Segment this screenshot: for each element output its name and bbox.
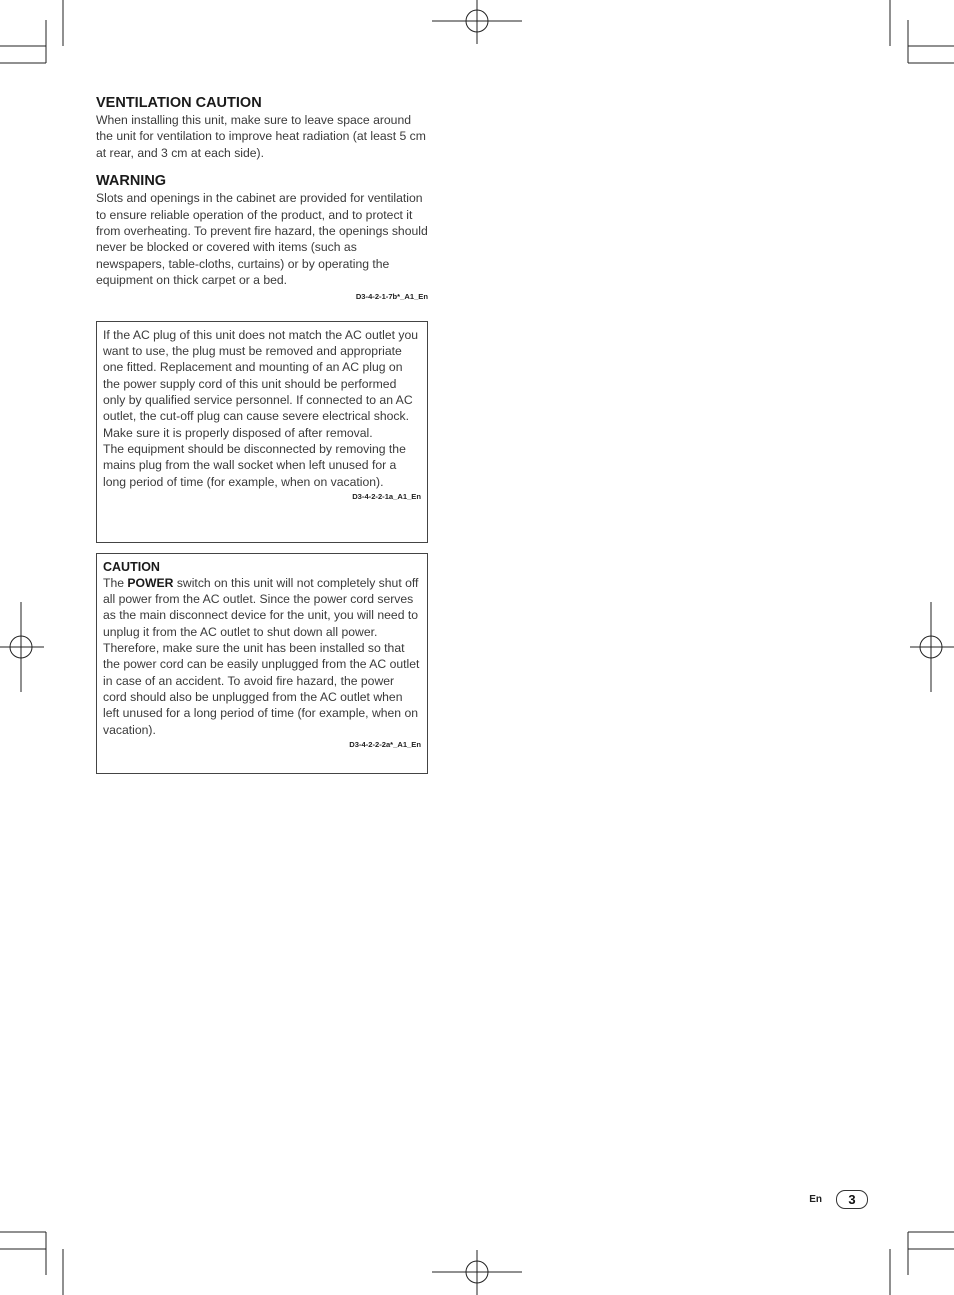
caution-text-suffix: switch on this unit will not completely shut off all power from the AC outlet. Since the power cord serves as the main disconnect device for the unit, you will need to unplug it from the AC outlet to shut down all power. Therefore, make sure the unit has been installed so that the power cord can be easily unplugged from the AC outlet in case of an accident. To avoid fire hazard, the power cord should also be unplugged from the AC outlet when left unused for a long period of time (for example, when on vacation). bbox=[103, 575, 420, 737]
caution-text-prefix: The bbox=[103, 575, 128, 590]
ac-plug-code: D3-4-2-2-1a_A1_En bbox=[352, 492, 421, 502]
mains-plug-text: The equipment should be disconnected by removing the mains plug from the wall socket when left unused for a long period of time (for example, when on vacation). bbox=[103, 442, 406, 489]
ventilation-caution-heading: VENTILATION CAUTION bbox=[96, 95, 262, 111]
caution-code: D3-4-2-2-2a*_A1_En bbox=[349, 740, 421, 750]
caution-heading: CAUTION bbox=[103, 559, 160, 574]
ventilation-caution-section bbox=[96, 94, 428, 161]
language-label: En bbox=[809, 1193, 822, 1205]
warning-text: Slots and openings in the cabinet are provided for ventilation to ensure reliable operation of the product, and to protect it from overheating. To prevent fire hazard, the openings should never be blocked or covered with items (such as newspapers, table-cloths, curtains) or by operating the equipment on thick carpet or a bed. bbox=[96, 191, 428, 288]
warning-section bbox=[96, 172, 428, 302]
content-column bbox=[96, 94, 428, 774]
power-keyword: POWER bbox=[127, 575, 174, 590]
caution-text bbox=[103, 575, 421, 738]
power-caution-box bbox=[96, 553, 428, 774]
ventilation-caution-text: When installing this unit, make sure to leave space around the unit for ventilation to improve heat radiation (at least 5 cm at rear, and 3 cm at each side). bbox=[96, 113, 426, 160]
ac-plug-text: If the AC plug of this unit does not match the AC outlet you want to use, the plug must be removed and appropriate one fitted. Replacement and mounting of an AC plug on the power supply cord of this unit should be performed only by qualified service personnel. If connected to an AC outlet, the cut-off plug can cause severe electrical shock. Make sure it is properly disposed of after removal. bbox=[103, 327, 419, 440]
ac-plug-notice-box bbox=[96, 321, 428, 543]
page-number: 3 bbox=[836, 1190, 868, 1209]
warning-heading: WARNING bbox=[96, 173, 167, 190]
page-footer bbox=[809, 1189, 868, 1209]
warning-code: D3-4-2-1-7b*_A1_En bbox=[355, 291, 428, 301]
